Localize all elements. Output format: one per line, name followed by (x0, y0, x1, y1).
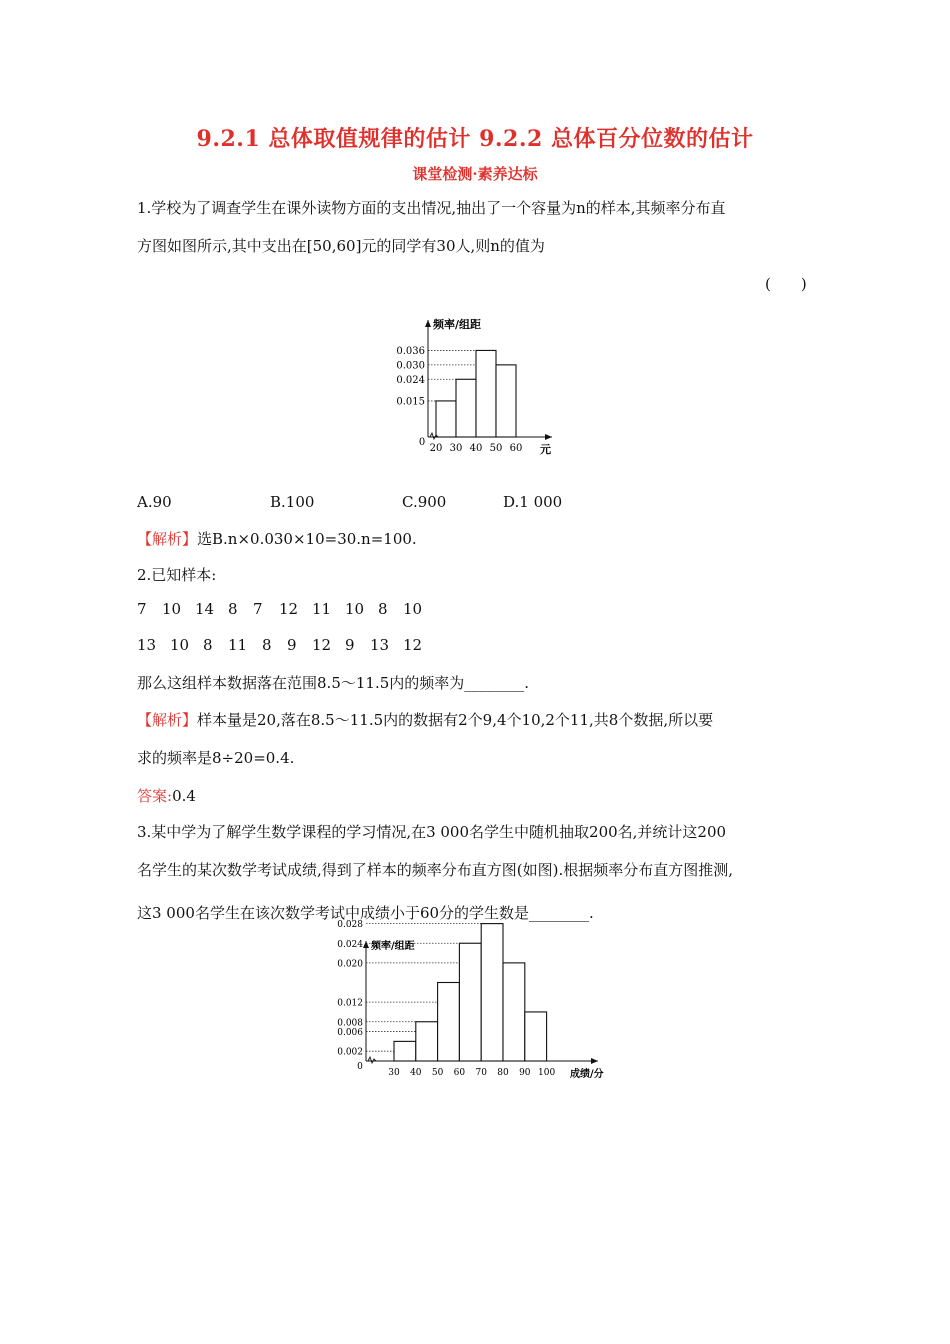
x-tick-label: 40 (469, 443, 483, 454)
q3-histogram (330, 920, 630, 1088)
page-subtitle: 课堂检测·素养达标 (412, 165, 538, 183)
x-tick-label: 30 (449, 443, 463, 454)
y-axis-title: 频率/组距 (433, 318, 482, 331)
x-tick-label: 100 (538, 1068, 556, 1078)
q2-sample-value: 8 (378, 600, 388, 618)
x-tick-label: 60 (453, 1068, 466, 1078)
q2-answer (137, 786, 196, 806)
q2-sample-value: 10 (403, 600, 423, 618)
y-tick-label: 0.008 (337, 1018, 363, 1029)
q2-sample-value: 10 (170, 636, 190, 654)
q2-sample-value: 10 (162, 600, 182, 618)
q2-answer-value: 0.4 (172, 787, 196, 805)
q1-option-d: D.1 000 (503, 493, 563, 511)
x-tick-label: 50 (489, 443, 503, 454)
x-tick-label: 40 (410, 1068, 422, 1078)
y-tick-label: 0.012 (337, 998, 363, 1009)
q1-text-line1: 1.学校为了调查学生在课外读物方面的支出情况,抽出了一个容量为n的样本,其频率分布直 (137, 199, 726, 217)
y-tick-label: 0.028 (337, 920, 363, 931)
q2-text-line1: 2.已知样本: (137, 566, 217, 584)
histogram-bar (481, 924, 503, 1061)
y-tick-label: 0.030 (396, 360, 425, 372)
x-tick-label: 60 (509, 443, 523, 454)
histogram-bar (503, 963, 525, 1061)
histogram-bar (456, 379, 476, 437)
q3-text-line1: 3.某中学为了解学生数学课程的学习情况,在3 000名学生中随机抽取200名,并统计这200 (137, 823, 727, 841)
y-tick-label: 0.020 (337, 959, 363, 970)
q2-sample-value: 7 (253, 600, 263, 618)
histogram-bar (476, 350, 496, 437)
q1-analysis-label: 【解析】 (137, 530, 198, 548)
q2-sample-value: 11 (228, 636, 248, 654)
q2-sample-value: 12 (312, 636, 332, 654)
q1-option-c: C.900 (402, 493, 447, 511)
histogram-bar (438, 983, 460, 1062)
x-tick-label: 50 (431, 1068, 444, 1078)
y-tick-label: 0.002 (337, 1047, 363, 1058)
x-axis-arrow (545, 434, 552, 440)
q2-sample-value: 9 (345, 636, 355, 654)
q2-sample-value: 8 (262, 636, 272, 654)
q2-sample-value: 14 (195, 600, 215, 618)
origin-label: 0 (357, 1062, 363, 1072)
y-axis-title: 频率/组距 (371, 941, 415, 952)
histogram-bar (459, 943, 481, 1061)
x-tick-label: 90 (519, 1068, 531, 1078)
q1-histogram (380, 316, 580, 461)
q2-answer-label: 答案: (137, 787, 173, 805)
histogram-bar (496, 365, 516, 437)
y-tick-label: 0.006 (337, 1028, 363, 1039)
y-tick-label: 0.024 (337, 939, 363, 950)
page-title: 9.2.1 总体取值规律的估计 9.2.2 总体百分位数的估计 (196, 126, 754, 152)
y-tick-label: 0.024 (396, 374, 425, 386)
q2-analysis (137, 710, 713, 730)
x-tick-label: 70 (475, 1068, 487, 1078)
q2-sample-value: 11 (312, 600, 332, 618)
q2-sample-value: 7 (137, 600, 147, 618)
y-tick-label: 0.036 (396, 345, 425, 357)
q2-sample-value: 13 (370, 636, 390, 654)
q2-sample-value: 13 (137, 636, 157, 654)
y-axis-arrow (425, 320, 431, 327)
q2-sample-value: 12 (403, 636, 423, 654)
q1-analysis (137, 529, 417, 549)
x-tick-label: 30 (388, 1068, 400, 1078)
x-axis-title: 成绩/分 (570, 1069, 604, 1080)
q1-analysis-text: 选B.n×0.030×10=30.n=100. (197, 530, 417, 548)
histogram-bar (416, 1022, 438, 1061)
q2-sample-value: 12 (279, 600, 299, 618)
q2-sample-value: 8 (228, 600, 238, 618)
q1-answer-paren: ( ) (765, 275, 807, 293)
x-axis-title: 元 (540, 443, 551, 456)
q2-sample-value: 8 (203, 636, 213, 654)
origin-label: 0 (418, 437, 426, 448)
histogram-bar (525, 1012, 547, 1061)
x-axis-arrow (591, 1058, 598, 1064)
axis-break-mark (368, 1057, 376, 1063)
q2-analysis-label: 【解析】 (137, 711, 198, 729)
histogram-bar (436, 401, 456, 437)
histogram-bar (394, 1041, 416, 1061)
x-tick-label: 20 (429, 443, 443, 454)
q2-analysis-line2: 求的频率是8÷20=0.4. (137, 749, 295, 767)
q1-text-line2: 方图如图所示,其中支出在[50,60]元的同学有30人,则n的值为 (137, 237, 545, 255)
y-axis-arrow (363, 941, 369, 948)
q2-analysis-text: 样本量是20,落在8.5～11.5内的数据有2个9,4个10,2个11,共8个数据,所以要 (197, 711, 714, 729)
q1-option-b: B.100 (270, 493, 315, 511)
q3-text-line3: 这3 000名学生在该次数学考试中成绩小于60分的学生数是________. (137, 904, 594, 922)
x-tick-label: 80 (497, 1068, 509, 1078)
q1-option-a: A.90 (137, 493, 172, 511)
y-tick-label: 0.015 (396, 396, 425, 408)
q2-sample-value: 9 (287, 636, 297, 654)
q2-text-line2: 那么这组样本数据落在范围8.5～11.5内的频率为________. (137, 674, 530, 692)
q2-sample-value: 10 (345, 600, 365, 618)
q3-text-line2: 名学生的某次数学考试成绩,得到了样本的频率分布直方图(如图).根据频率分布直方图推测, (137, 861, 734, 879)
